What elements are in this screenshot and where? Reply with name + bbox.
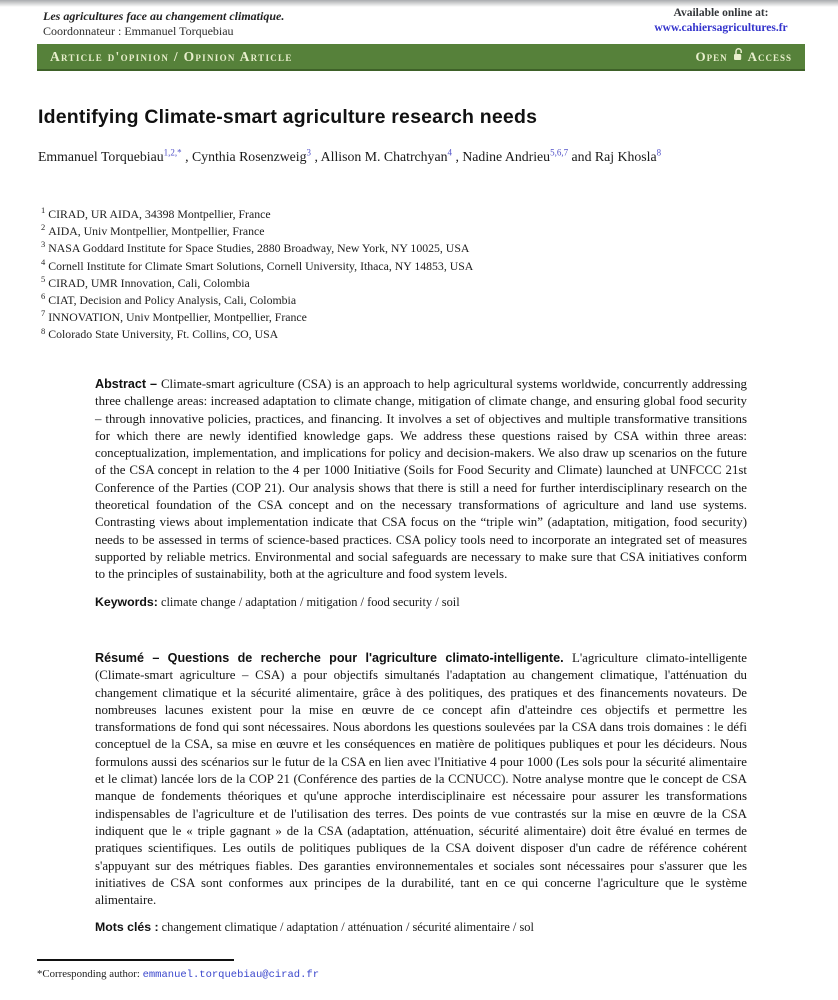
page-title: Identifying Climate-smart agriculture research needs (38, 106, 538, 128)
author-affiliation-superscript: 3 (306, 147, 312, 158)
series-coordinator: Coordonnateur : Emmanuel Torquebiau (43, 24, 234, 38)
keywords-label: Keywords: (95, 594, 158, 609)
abstract-label: Abstract – (95, 377, 161, 391)
open-access-badge (695, 48, 792, 65)
author: , Allison M. Chatrchyan$^4$ (314, 147, 452, 164)
abstract-body: Climate-smart agriculture (CSA) is an approach to help agricultural systems worldwide, concurrently addressing three challenge areas: increased adaptation to climate change, mitigation of climate change, and ensuring global food security – through innovative policies, practices, and financing. It involves a set of objectives and multiple transformative transitions for which there are newly identified knowledge gaps. We address these questions raised by CSA within three areas: conceptualization, implementation, and implications for policy and decision-makers. We also draw up scenarios on the future of the CSA concept in relation to the 4 per 1000 Initiative (Soils for Food Security and Climate) launched at UNFCCC 21st Conference of the Parties (COP 21). Our analysis shows that there is still a need for further interdisciplinary research on the theoretical foundation of the CSA concept and on the necessary transformations of agriculture and land use systems. Contrasting views about implementation indicate that CSA focus on the “triple win” (adaptation, mitigation, food security) needs to be assessed in terms of science-based practices. CSA policy tools need to incorporate an integrated set of measures supported by reliable metrics. Environmental and social safeguards are necessary to make sure that CSA initiatives conform to the principles of sustainability, both at the agriculture and food system levels. (95, 377, 747, 582)
resume-paragraph (95, 650, 747, 909)
author: , Cynthia Rosenzweig$^3$ (185, 147, 312, 164)
affiliation-item: $^5$ CIRAD, UMR Innovation, Cali, Colombia (41, 273, 250, 290)
author-affiliation-superscript: 1,2,* (163, 147, 182, 158)
article-type-banner (37, 44, 805, 71)
available-online-label: Available online at: (673, 7, 769, 19)
corresponding-author-label: *Corresponding author: (37, 968, 143, 980)
keywords-list: climate change / adaptation / mitigation / food security / soil (157, 594, 460, 609)
affiliation-item: $^3$ NASA Goddard Institute for Space Studies, 2880 Broadway, New York, NY 10025, USA (41, 239, 470, 256)
author-affiliation-superscript: 5,6,7 (550, 147, 569, 158)
open-access-lock-icon (733, 48, 743, 65)
series-title: Les agricultures face au changement climatique. (43, 9, 285, 23)
motscles-line (95, 920, 747, 935)
author-affiliation-superscript: 8 (656, 147, 662, 158)
author: , Nadine Andrieu$^{5,6,7}$ (455, 147, 569, 164)
availability-header (628, 6, 814, 36)
resume-bold-intro: Questions de recherche pour l'agriculture climato-intelligente. (167, 651, 572, 665)
affiliation-item: $^2$ AIDA, Univ Montpellier, Montpellier, France (41, 222, 265, 239)
motscles-label: Mots clés : (95, 920, 159, 935)
abstract-section (95, 376, 747, 610)
affiliation-list (41, 206, 781, 344)
affiliation-item: $^6$ CIAT, Decision and Policy Analysis, Cali, Colombia (41, 291, 297, 308)
affiliation-item: $^7$ INNOVATION, Univ Montpellier, Montpellier, France (41, 308, 307, 325)
article-type-label: Article d'opinion / Opinion Article (50, 48, 293, 64)
open-access-access-label: Access (747, 48, 792, 64)
keywords-line (95, 595, 747, 610)
author-affiliation-superscript: 4 (447, 147, 452, 158)
affiliation-item: $^1$ CIRAD, UR AIDA, 34398 Montpellier, France (41, 205, 271, 221)
footnote-rule (37, 959, 234, 961)
resume-body: L'agriculture climato-intelligente (Climate-smart agriculture – CSA) a pour objectifs simultanés l'adaptation au changement climatique, l'atténuation du changement climatique et la sécurité alimentaire, grâce à des politiques, des pratiques et des financements novateurs. De nombreuses lacunes existent pour la mise en œuvre de ce concept afin d'atteindre ces objectifs et permettre les transformations de fond qui sont nécessaires. Nous abordons les questions soulevées par la CSA dans trois domaines : le défi conceptuel de la CSA, sa mise en œuvre et les conséquences en matière de politiques publiques et pour les décideurs. Nous formulons aussi des scénarios sur le futur de la CSA en lien avec l'Initiative 4 pour 1000 (Les sols pour la sécurité alimentaire et le climat) lancée lors de la COP 21 (Conférence des parties de la CCNUCC). Notre analyse montre que le concept de CSA manque de fondements théoriques et qu'une approche interdisciplinaire est nécessaire pour assurer les transformations indispensables de l'agriculture et de l'utilisation des terres. Des points de vue contrastés sur la mise en œuvre de la CSA indiquent que le « triple gagnant » de la CSA (adaptation, atténuation, sécurité alimentaire) doit être évalué en termes de pratiques scientifiques. Les outils de politiques publiques de la CSA doivent disposer d'un cadre de référence cohérent s'appuyant sur des métriques fiables. Des garanties environnementales et sociales sont nécessaires pour s'assurer que les initiatives de CSA sont conformes aux principes de la durabilité, tant en ce qui concerne l'agriculture que le système alimentaire. (95, 651, 747, 908)
motscles-list: changement climatique / adaptation / atténuation / sécurité alimentaire / sol (158, 920, 534, 935)
series-header (43, 9, 284, 39)
affiliation-item: $^4$ Cornell Institute for Climate Smart Solutions, Cornell University, Ithaca, NY 14853, USA (41, 256, 474, 273)
corresponding-author-footnote (37, 968, 319, 981)
journal-url-link[interactable]: www.cahiersagricultures.fr (654, 22, 788, 34)
resume-section (95, 650, 747, 935)
author: and Raj Khosla$^8$ (571, 147, 662, 164)
open-access-open-label: Open (695, 48, 728, 64)
author: Emmanuel Torquebiau$^{1,2,*}$ (38, 147, 182, 164)
abstract-paragraph (95, 376, 747, 584)
resume-label: Résumé – (95, 651, 168, 665)
corresponding-author-email-link[interactable]: emmanuel.torquebiau@cirad.fr (142, 969, 319, 981)
affiliation-item: $^8$ Colorado State University, Ft. Collins, CO, USA (41, 325, 279, 342)
author-line (38, 147, 754, 167)
